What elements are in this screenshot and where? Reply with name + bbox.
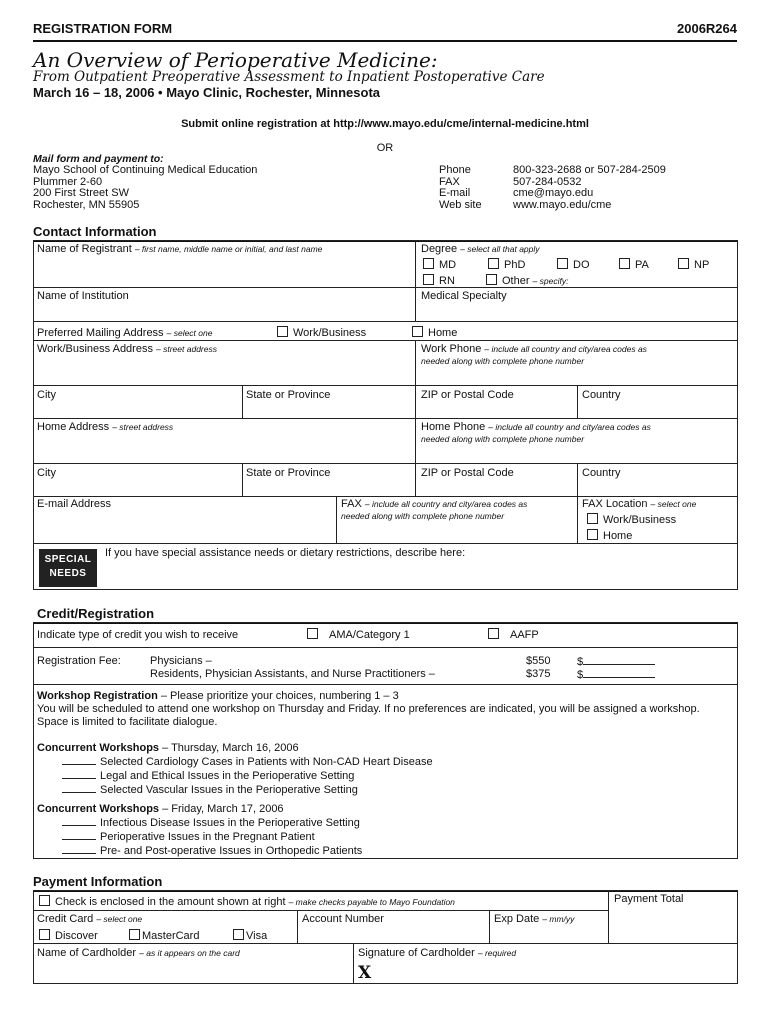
cardholder-name-field[interactable]: Name of Cardholder – as it appears on the card bbox=[37, 947, 240, 959]
list-item: Selected Vascular Issues in the Perioperative Setting bbox=[62, 783, 433, 797]
degree-np[interactable]: NP bbox=[678, 258, 709, 271]
degree-other[interactable]: Other – specify: bbox=[486, 274, 568, 287]
card-mastercard[interactable]: MasterCard bbox=[129, 929, 199, 942]
checkbox[interactable] bbox=[587, 529, 598, 540]
degree-md[interactable]: MD bbox=[423, 258, 456, 271]
list-item: Perioperative Issues in the Pregnant Patient bbox=[62, 830, 362, 844]
home-zip-field[interactable]: ZIP or Postal Code bbox=[421, 467, 514, 479]
work-city-field[interactable]: City bbox=[37, 389, 56, 401]
fee-physicians: Physicians – bbox=[150, 655, 212, 667]
fee-other-entry[interactable]: $ bbox=[577, 668, 655, 681]
signature-field[interactable]: Signature of Cardholder – required bbox=[358, 947, 517, 959]
page-title: An Overview of Perioperative Medicine: bbox=[33, 48, 438, 72]
checkbox[interactable] bbox=[412, 326, 423, 337]
credit-aafp[interactable]: AAFP bbox=[488, 628, 539, 641]
exp-date-field[interactable]: Exp Date – mm/yy bbox=[494, 913, 575, 925]
name-field[interactable]: Name of Registrant – first name, middle name or initial, and last name bbox=[37, 243, 323, 255]
card-visa[interactable]: Visa bbox=[233, 929, 267, 942]
list-item: Pre- and Post-operative Issues in Orthopedic Patients bbox=[62, 844, 362, 858]
mail-label: Mail form and payment to: bbox=[33, 153, 164, 165]
list-item: Selected Cardiology Cases in Patients with Non-CAD Heart Disease bbox=[62, 755, 433, 769]
special-needs-badge: SPECIAL NEEDS bbox=[39, 549, 97, 587]
home-address-field[interactable]: Home Address – street address bbox=[37, 421, 174, 433]
checkbox[interactable] bbox=[307, 628, 318, 639]
fee-others: Residents, Physician Assistants, and Nurse Practitioners – bbox=[150, 668, 435, 680]
fee-phys-entry[interactable]: $ bbox=[577, 655, 655, 668]
form-code: 2006R264 bbox=[677, 21, 737, 36]
work-state-field[interactable]: State or Province bbox=[246, 389, 331, 401]
checkbox[interactable] bbox=[423, 258, 434, 269]
pref-home[interactable]: Home bbox=[412, 326, 457, 339]
home-country-field[interactable]: Country bbox=[582, 467, 621, 479]
work-address-field[interactable]: Work/Business Address – street address bbox=[37, 343, 217, 355]
fee-phys-amount: $550 bbox=[526, 655, 551, 667]
email-field[interactable]: E-mail Address bbox=[37, 498, 111, 510]
fax-location: FAX Location – select one bbox=[582, 498, 697, 510]
degree-do[interactable]: DO bbox=[557, 258, 590, 271]
checkbox[interactable] bbox=[557, 258, 568, 269]
institution-field[interactable]: Name of Institution bbox=[37, 290, 129, 302]
degree-phd[interactable]: PhD bbox=[488, 258, 525, 271]
checkbox[interactable] bbox=[129, 929, 140, 940]
home-state-field[interactable]: State or Province bbox=[246, 467, 331, 479]
pref-work[interactable]: Work/Business bbox=[277, 326, 366, 339]
account-number-field[interactable]: Account Number bbox=[302, 913, 384, 925]
credit-ama[interactable]: AMA/Category 1 bbox=[307, 628, 410, 641]
fee-label: Registration Fee: bbox=[37, 655, 121, 667]
list-item: Infectious Disease Issues in the Perioperative Setting bbox=[62, 816, 362, 830]
degree-rn[interactable]: RN bbox=[423, 274, 455, 287]
fax-home[interactable]: Home bbox=[587, 529, 632, 542]
fax-work[interactable]: Work/Business bbox=[587, 513, 676, 526]
workshop-text: You will be scheduled to attend one workshop on Thursday and Friday. If no preferences are indicated, you will be assigned a workshop. Space is limited to facilitate dialogue. bbox=[37, 703, 700, 728]
work-zip-field[interactable]: ZIP or Postal Code bbox=[421, 389, 514, 401]
credit-heading: Credit/Registration bbox=[37, 606, 155, 621]
special-needs-field[interactable]: If you have special assistance needs or dietary restrictions, describe here: bbox=[105, 547, 466, 559]
checkbox[interactable] bbox=[39, 929, 50, 940]
checkbox[interactable] bbox=[233, 929, 244, 940]
contact-labels: Phone FAX E-mail Web site bbox=[439, 164, 482, 212]
contact-heading: Contact Information bbox=[33, 224, 157, 239]
fax-field[interactable]: FAX – include all country and city/area codes as needed along with complete phone number bbox=[341, 498, 528, 521]
checkbox[interactable] bbox=[486, 274, 497, 285]
work-phone-field[interactable]: Work Phone – include all country and city/area codes as needed along with complete phone number bbox=[421, 343, 647, 366]
workshop-day2-list[interactable] bbox=[62, 816, 362, 858]
specialty-field[interactable]: Medical Specialty bbox=[421, 290, 507, 302]
home-phone-field[interactable]: Home Phone – include all country and city/area codes as needed along with complete phone number bbox=[421, 421, 651, 444]
payment-heading: Payment Information bbox=[33, 874, 163, 889]
check-enclosed[interactable]: Check is enclosed in the amount shown at right – make checks payable to Mayo Foundation bbox=[39, 895, 455, 908]
online-registration: Submit online registration at http://www.mayo.edu/cme/internal-medicine.html bbox=[181, 118, 589, 130]
workshop-day1: Concurrent Workshops – Thursday, March 16, 2006 bbox=[37, 742, 299, 754]
signature-x: X bbox=[358, 963, 372, 983]
checkbox[interactable] bbox=[587, 513, 598, 524]
list-item: Legal and Ethical Issues in the Perioperative Setting bbox=[62, 769, 433, 783]
credit-card-label: Credit Card – select one bbox=[37, 913, 143, 925]
checkbox[interactable] bbox=[423, 274, 434, 285]
contact-values: 800-323-2688 or 507-284-2509 507-284-0532 cme@mayo.edu www.mayo.edu/cme bbox=[513, 164, 666, 212]
checkbox[interactable] bbox=[678, 258, 689, 269]
fee-other-amount: $375 bbox=[526, 668, 551, 680]
degree-pa[interactable]: PA bbox=[619, 258, 649, 271]
workshop-heading: Workshop Registration – Please prioritize your choices, numbering 1 – 3 bbox=[37, 690, 399, 702]
credit-type-label: Indicate type of credit you wish to receive bbox=[37, 629, 239, 641]
mail-address: Mayo School of Continuing Medical Education Plummer 2-60 200 First Street SW Rochester, MN 55905 bbox=[33, 164, 258, 212]
dateline: March 16 – 18, 2006 • Mayo Clinic, Rochester, Minnesota bbox=[33, 85, 381, 100]
workshop-day2: Concurrent Workshops – Friday, March 17, 2006 bbox=[37, 803, 284, 815]
checkbox[interactable] bbox=[277, 326, 288, 337]
degree-field: Degree – select all that apply bbox=[421, 243, 540, 255]
workshop-day1-list[interactable] bbox=[62, 755, 433, 797]
work-country-field[interactable]: Country bbox=[582, 389, 621, 401]
header-rule bbox=[33, 40, 737, 42]
checkbox[interactable] bbox=[488, 258, 499, 269]
checkbox[interactable] bbox=[39, 895, 50, 906]
checkbox[interactable] bbox=[619, 258, 630, 269]
payment-total-field[interactable]: Payment Total bbox=[614, 893, 684, 905]
page-subtitle: From Outpatient Preoperative Assessment to Inpatient Postoperative Care bbox=[33, 69, 545, 85]
preferred-mailing: Preferred Mailing Address – select one bbox=[37, 327, 213, 339]
form-label: REGISTRATION FORM bbox=[33, 21, 173, 36]
checkbox[interactable] bbox=[488, 628, 499, 639]
home-city-field[interactable]: City bbox=[37, 467, 56, 479]
or-label: OR bbox=[376, 142, 394, 154]
card-discover[interactable]: Discover bbox=[39, 929, 98, 942]
